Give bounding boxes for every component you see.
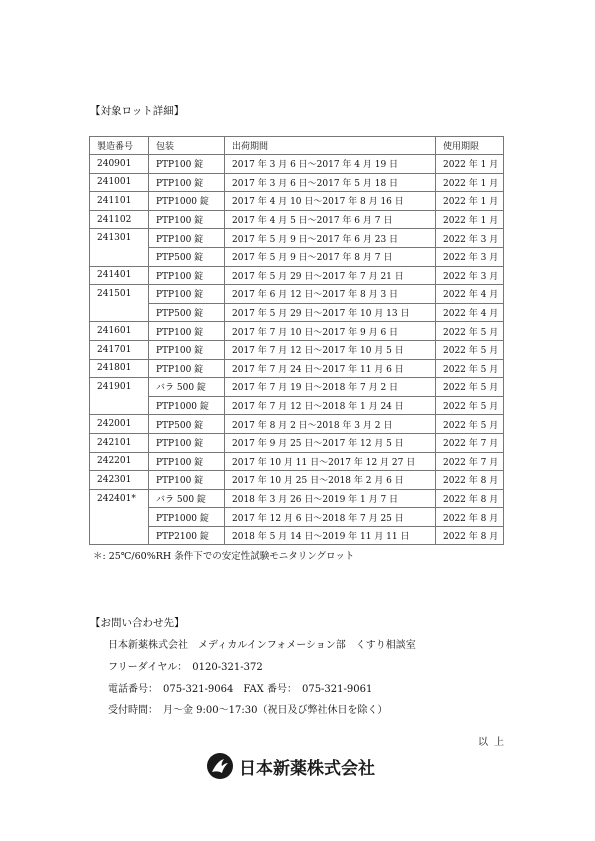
header-package: 包装 (149, 137, 225, 155)
package-cell: PTP100 錠 (149, 322, 225, 341)
closing-text: 以上 (478, 737, 510, 748)
package-cell: PTP100 錠 (149, 452, 225, 471)
expiry-cell: 2022 年 1 月 (436, 173, 504, 192)
period-cell: 2017 年 4 月 5 日〜2017 年 6 月 7 日 (225, 210, 436, 229)
table-row (90, 303, 504, 322)
table-row (90, 340, 504, 359)
expiry-cell: 2022 年 1 月 (436, 192, 504, 211)
package-cell: PTP100 錠 (149, 471, 225, 490)
table-row (90, 210, 504, 229)
expiry-cell: 2022 年 8 月 (436, 508, 504, 527)
period-cell: 2017 年 5 月 9 日〜2017 年 6 月 23 日 (225, 229, 436, 248)
lot-cell: 242401* (90, 489, 149, 508)
lot-cell: 242001 (90, 415, 149, 434)
header-lot: 製造番号 (90, 137, 149, 155)
lot-cell: 241701 (90, 340, 149, 359)
table-row (90, 452, 504, 471)
table-row (90, 155, 504, 174)
table-row (90, 247, 504, 266)
period-cell: 2017 年 5 月 29 日〜2017 年 7 月 21 日 (225, 266, 436, 285)
expiry-cell: 2022 年 5 月 (436, 322, 504, 341)
table-row (90, 489, 504, 508)
period-cell: 2017 年 12 月 6 日〜2018 年 7 月 25 日 (225, 508, 436, 527)
expiry-cell: 2022 年 8 月 (436, 526, 504, 545)
table-row (90, 471, 504, 490)
lot-cell: 241301 (90, 229, 149, 248)
package-cell: PTP100 錠 (149, 266, 225, 285)
expiry-cell: 2022 年 1 月 (436, 210, 504, 229)
package-cell: PTP100 錠 (149, 173, 225, 192)
period-cell: 2017 年 5 月 29 日〜2017 年 10 月 13 日 (225, 303, 436, 322)
package-cell: バラ 500 錠 (149, 489, 225, 508)
package-cell: PTP100 錠 (149, 340, 225, 359)
table-header-row (90, 137, 504, 155)
company-name: 日本新薬株式会社 (239, 758, 375, 779)
package-cell: PTP1000 錠 (149, 508, 225, 527)
expiry-cell: 2022 年 8 月 (436, 471, 504, 490)
table-row (90, 285, 504, 304)
period-cell: 2017 年 7 月 10 日〜2017 年 9 月 6 日 (225, 322, 436, 341)
company-logo (206, 752, 375, 780)
period-cell: 2017 年 9 月 25 日〜2017 年 12 月 5 日 (225, 433, 436, 452)
expiry-cell: 2022 年 3 月 (436, 247, 504, 266)
period-cell: 2018 年 5 月 14 日〜2019 年 11 月 11 日 (225, 526, 436, 545)
period-cell: 2017 年 7 月 24 日〜2017 年 11 月 6 日 (225, 359, 436, 378)
expiry-cell: 2022 年 8 月 (436, 489, 504, 508)
lot-cell (90, 396, 149, 415)
table-row (90, 359, 504, 378)
package-cell: PTP100 錠 (149, 285, 225, 304)
package-cell: PTP100 錠 (149, 359, 225, 378)
header-period: 出荷期間 (225, 137, 436, 155)
nippon-shinyaku-emblem-icon (206, 752, 234, 780)
lot-cell: 241102 (90, 210, 149, 229)
period-cell: 2017 年 10 月 11 日〜2017 年 12 月 27 日 (225, 452, 436, 471)
lot-cell: 241001 (90, 173, 149, 192)
package-cell: PTP500 錠 (149, 247, 225, 266)
expiry-cell: 2022 年 1 月 (436, 155, 504, 174)
lot-cell: 242201 (90, 452, 149, 471)
period-cell: 2017 年 10 月 25 日〜2018 年 2 月 6 日 (225, 471, 436, 490)
lot-cell: 242101 (90, 433, 149, 452)
package-cell: PTP2100 錠 (149, 526, 225, 545)
table-row (90, 508, 504, 527)
lot-cell (90, 247, 149, 266)
table-row (90, 415, 504, 434)
package-cell: PTP1000 錠 (149, 192, 225, 211)
period-cell: 2017 年 3 月 6 日〜2017 年 4 月 19 日 (225, 155, 436, 174)
lot-cell: 241901 (90, 378, 149, 397)
expiry-cell: 2022 年 5 月 (436, 359, 504, 378)
lot-section-title: 【対象ロット詳細】 (90, 105, 185, 117)
lot-cell: 242301 (90, 471, 149, 490)
expiry-cell: 2022 年 4 月 (436, 303, 504, 322)
period-cell: 2017 年 7 月 12 日〜2018 年 1 月 24 日 (225, 396, 436, 415)
contact-freedial: フリーダイヤル： 0120-321-372 (108, 662, 263, 673)
lot-cell: 241401 (90, 266, 149, 285)
lot-cell: 241101 (90, 192, 149, 211)
lot-cell: 241601 (90, 322, 149, 341)
package-cell: PTP100 錠 (149, 210, 225, 229)
table-row (90, 192, 504, 211)
package-cell: PTP100 錠 (149, 433, 225, 452)
lot-cell: 241801 (90, 359, 149, 378)
expiry-cell: 2022 年 5 月 (436, 415, 504, 434)
expiry-cell: 2022 年 7 月 (436, 452, 504, 471)
period-cell: 2017 年 5 月 9 日〜2017 年 8 月 7 日 (225, 247, 436, 266)
lot-cell (90, 526, 149, 545)
package-cell: PTP100 錠 (149, 155, 225, 174)
period-cell: 2017 年 6 月 12 日〜2017 年 8 月 3 日 (225, 285, 436, 304)
expiry-cell: 2022 年 5 月 (436, 396, 504, 415)
package-cell: PTP500 錠 (149, 303, 225, 322)
period-cell: 2017 年 8 月 2 日〜2018 年 3 月 2 日 (225, 415, 436, 434)
expiry-cell: 2022 年 5 月 (436, 378, 504, 397)
table-row (90, 526, 504, 545)
table-row (90, 433, 504, 452)
package-cell: PTP100 錠 (149, 229, 225, 248)
period-cell: 2017 年 7 月 19 日〜2018 年 7 月 2 日 (225, 378, 436, 397)
package-cell: PTP500 錠 (149, 415, 225, 434)
expiry-cell: 2022 年 3 月 (436, 266, 504, 285)
header-expiry: 使用期限 (436, 137, 504, 155)
table-row (90, 266, 504, 285)
expiry-cell: 2022 年 3 月 (436, 229, 504, 248)
expiry-cell: 2022 年 7 月 (436, 433, 504, 452)
contact-hours: 受付時間： 月〜金 9:00〜17:30（祝日及び弊社休日を除く） (108, 705, 388, 716)
period-cell: 2017 年 4 月 10 日〜2017 年 8 月 16 日 (225, 192, 436, 211)
lot-cell (90, 303, 149, 322)
table-row (90, 322, 504, 341)
lot-cell: 241501 (90, 285, 149, 304)
lot-table (89, 136, 504, 545)
package-cell: バラ 500 錠 (149, 378, 225, 397)
expiry-cell: 2022 年 5 月 (436, 340, 504, 359)
lot-table-body (90, 155, 504, 545)
contact-title: 【お問い合わせ先】 (90, 617, 185, 629)
period-cell: 2017 年 7 月 12 日〜2017 年 10 月 5 日 (225, 340, 436, 359)
lot-cell: 240901 (90, 155, 149, 174)
contact-phone-fax: 電話番号： 075-321-9064 FAX 番号： 075-321-9061 (108, 684, 373, 695)
period-cell: 2018 年 3 月 26 日〜2019 年 1 月 7 日 (225, 489, 436, 508)
table-row (90, 396, 504, 415)
lot-cell (90, 508, 149, 527)
table-row (90, 173, 504, 192)
package-cell: PTP1000 錠 (149, 396, 225, 415)
period-cell: 2017 年 3 月 6 日〜2017 年 5 月 18 日 (225, 173, 436, 192)
footnote: ＊: 25℃/60%RH 条件下での安定性試験モニタリングロット (93, 551, 355, 562)
table-row (90, 378, 504, 397)
contact-department: 日本新薬株式会社 メディカルインフォメーション部 くすり相談室 (108, 640, 416, 651)
expiry-cell: 2022 年 4 月 (436, 285, 504, 304)
table-row (90, 229, 504, 248)
